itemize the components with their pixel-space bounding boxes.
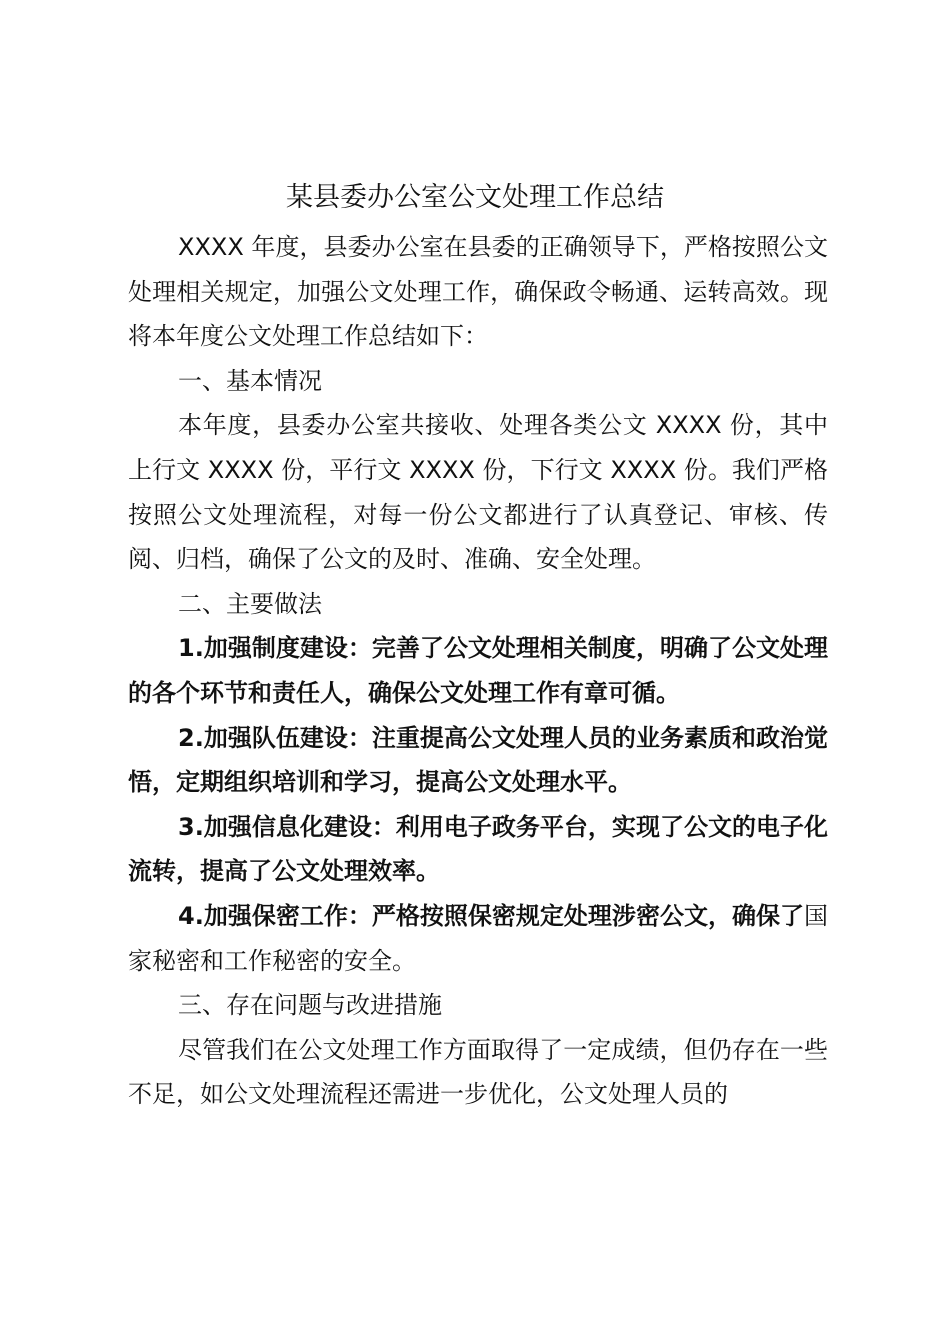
document-body <box>128 225 828 1117</box>
section2-item-2: 2.加强队伍建设：注重提高公文处理人员的业务素质和政治觉悟，定期组织培训和学习，提高公文处理水平。 <box>128 723 828 797</box>
section2-item-4 <box>128 894 828 983</box>
section1-paragraph: 本年度，县委办公室共接收、处理各类公文 XXXX 份，其中上行文 XXXX 份，平行文 XXXX 份，下行文 XXXX 份。我们严格按照公文处理流程，对每一份公文都进行了认真登记、审核、传阅、归档，确保了公文的及时、准确、安全处理。 <box>128 411 828 574</box>
section2-item-3: 3.加强信息化建设：利用电子政务平台，实现了公文的电子化流转，提高了公文处理效率。 <box>128 812 828 886</box>
section2-item-4-rest: 国家秘密和工作秘密的安全。 <box>128 901 828 975</box>
intro-paragraph: XXXX 年度，县委办公室在县委的正确领导下，严格按照公文处理相关规定，加强公文处理工作，确保政令畅通、运转高效。现将本年度公文处理工作总结如下： <box>128 233 828 351</box>
section3-heading: 三、存在问题与改进措施 <box>178 991 442 1020</box>
section1-heading: 一、基本情况 <box>178 366 322 395</box>
section2-heading: 二、主要做法 <box>178 589 322 618</box>
section2-item-4-bold: 4.加强保密工作：严格按照保密规定处理涉密公文，确保了 <box>178 901 804 930</box>
document-title: 某县委办公室公文处理工作总结 <box>286 182 664 213</box>
section3-paragraph: 尽管我们在公文处理工作方面取得了一定成绩，但仍存在一些不足，如公文处理流程还需进一步优化，公文处理人员的 <box>128 1035 828 1109</box>
section2-item-1: 1.加强制度建设：完善了公文处理相关制度，明确了公文处理的各个环节和责任人，确保公文处理工作有章可循。 <box>128 634 828 707</box>
